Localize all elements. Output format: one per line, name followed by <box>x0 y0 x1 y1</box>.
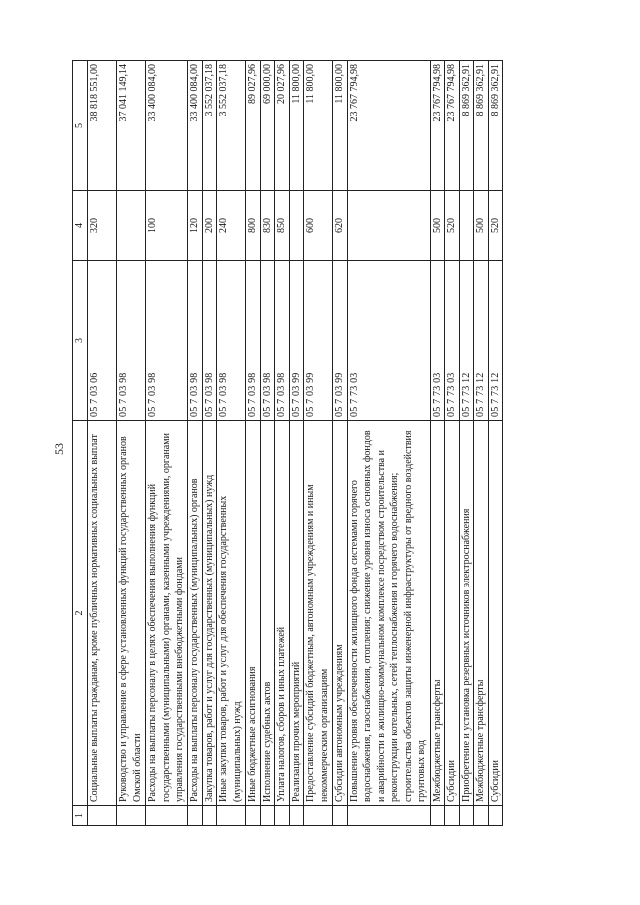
row-name-cell: Субсидии <box>445 421 460 806</box>
row-code-cell: 05 7 03 98 <box>260 261 275 421</box>
row-number-cell <box>459 806 474 826</box>
row-number-cell <box>202 806 217 826</box>
row-amount-cell: 3 552 037,18 <box>217 61 246 191</box>
row-name-cell: Предоставление субсидий бюджетным, автономным учреждениям и иным некоммерческим организациям <box>304 421 333 806</box>
row-code-cell: 05 7 03 98 <box>275 261 290 421</box>
row-code-cell: 05 7 73 03 <box>430 261 445 421</box>
row-vr-cell <box>459 191 474 261</box>
row-amount-cell: 69 000,00 <box>260 61 275 191</box>
row-number-cell <box>289 806 304 826</box>
row-vr-cell: 500 <box>430 191 445 261</box>
table-row <box>304 61 333 826</box>
row-amount-cell: 11 800,00 <box>289 61 304 191</box>
row-number-cell <box>246 806 261 826</box>
row-vr-cell: 850 <box>275 191 290 261</box>
row-name-cell: Социальные выплаты гражданам, кроме публичных нормативных социальных выплат <box>88 421 117 806</box>
row-code-cell: 05 7 03 99 <box>289 261 304 421</box>
row-code-cell: 05 7 73 12 <box>474 261 489 421</box>
row-code-cell: 05 7 73 12 <box>459 261 474 421</box>
header-col-4: 4 <box>73 191 88 261</box>
row-vr-cell: 240 <box>217 191 246 261</box>
header-col-2: 2 <box>73 421 88 806</box>
row-amount-cell: 23 767 794,98 <box>347 61 430 191</box>
row-number-cell <box>445 806 460 826</box>
row-number-cell <box>304 806 333 826</box>
row-amount-cell: 8 869 362,91 <box>459 61 474 191</box>
row-name-cell: Повышение уровня обеспеченности жилищного фонда системами горячего водоснабжения, газоснабжения, отопления; снижение уровня износа основных фондов и аварийности в жилищно-коммунальном комплексе посредством строительства и реконструкции котельных, сетей теплоснабжения и горячего водоснабжения; строительства объектов защиты инженерной инфраструктуры от вредного воздействия грунтовых вод <box>347 421 430 806</box>
row-code-cell: 05 7 03 98 <box>146 261 188 421</box>
row-number-cell <box>488 806 503 826</box>
table-row <box>202 61 217 826</box>
row-vr-cell: 600 <box>304 191 333 261</box>
row-number-cell <box>275 806 290 826</box>
row-amount-cell: 8 869 362,91 <box>488 61 503 191</box>
row-vr-cell: 620 <box>333 191 348 261</box>
table-row <box>474 61 489 826</box>
row-name-cell: Реализация прочих мероприятий <box>289 421 304 806</box>
row-amount-cell: 11 800,00 <box>333 61 348 191</box>
row-amount-cell: 11 800,00 <box>304 61 333 191</box>
row-code-cell: 05 7 03 98 <box>117 261 146 421</box>
row-code-cell: 05 7 03 06 <box>88 261 117 421</box>
row-number-cell <box>117 806 146 826</box>
row-number-cell <box>88 806 117 826</box>
row-amount-cell: 23 767 794,98 <box>445 61 460 191</box>
table-row <box>347 61 430 826</box>
row-name-cell: Межбюджетные трансферты <box>474 421 489 806</box>
row-number-cell <box>146 806 188 826</box>
row-name-cell: Исполнение судебных актов <box>260 421 275 806</box>
table-row <box>445 61 460 826</box>
row-vr-cell: 500 <box>474 191 489 261</box>
table-row <box>88 61 117 826</box>
row-amount-cell: 33 400 084,00 <box>188 61 203 191</box>
row-number-cell <box>188 806 203 826</box>
row-vr-cell: 800 <box>246 191 261 261</box>
row-amount-cell: 8 869 362,91 <box>474 61 489 191</box>
row-name-cell: Уплата налогов, сборов и иных платежей <box>275 421 290 806</box>
row-name-cell: Расходы на выплаты персоналу в целях обеспечения выполнения функций государственными (муниципальными) органами, казенными учреждениями, органами управления государственными внебюджетными фондами <box>146 421 188 806</box>
row-name-cell: Руководство и управление в сфере установленных функций государственных органов Омской области <box>117 421 146 806</box>
row-number-cell <box>260 806 275 826</box>
row-number-cell <box>347 806 430 826</box>
row-name-cell: Субсидии автономным учреждениям <box>333 421 348 806</box>
row-amount-cell: 89 027,96 <box>246 61 261 191</box>
row-amount-cell: 3 552 037,18 <box>202 61 217 191</box>
row-amount-cell: 20 027,96 <box>275 61 290 191</box>
row-code-cell: 05 7 03 98 <box>188 261 203 421</box>
row-code-cell: 05 7 03 98 <box>202 261 217 421</box>
row-name-cell: Иные бюджетные ассигнования <box>246 421 261 806</box>
header-col-3: 3 <box>73 261 88 421</box>
table-row <box>289 61 304 826</box>
row-name-cell: Приобретение и установка резервных источников электроснабжения <box>459 421 474 806</box>
row-number-cell <box>217 806 246 826</box>
row-amount-cell: 23 767 794,98 <box>430 61 445 191</box>
table-row <box>146 61 188 826</box>
row-vr-cell: 520 <box>445 191 460 261</box>
row-number-cell <box>474 806 489 826</box>
row-number-cell <box>333 806 348 826</box>
row-name-cell: Иные закупки товаров, работ и услуг для обеспечения государственных (муниципальных) нужд <box>217 421 246 806</box>
table-row <box>333 61 348 826</box>
row-vr-cell <box>117 191 146 261</box>
table-row <box>188 61 203 826</box>
row-amount-cell: 33 400 084,00 <box>146 61 188 191</box>
row-amount-cell: 37 041 149,14 <box>117 61 146 191</box>
row-vr-cell: 320 <box>88 191 117 261</box>
header-col-5: 5 <box>73 61 88 191</box>
row-amount-cell: 38 818 551,00 <box>88 61 117 191</box>
row-name-cell: Межбюджетные трансферты <box>430 421 445 806</box>
row-code-cell: 05 7 03 99 <box>333 261 348 421</box>
row-code-cell: 05 7 73 12 <box>488 261 503 421</box>
table-row <box>488 61 503 826</box>
row-code-cell: 05 7 73 03 <box>347 261 430 421</box>
row-vr-cell <box>289 191 304 261</box>
row-vr-cell: 100 <box>146 191 188 261</box>
table-row <box>430 61 445 826</box>
table-row <box>246 61 261 826</box>
table-row <box>275 61 290 826</box>
row-vr-cell: 120 <box>188 191 203 261</box>
row-name-cell: Расходы на выплаты персоналу государственных (муниципальных) органов <box>188 421 203 806</box>
row-vr-cell <box>347 191 430 261</box>
row-vr-cell: 520 <box>488 191 503 261</box>
page-number: 53 <box>52 443 66 455</box>
header-col-1: 1 <box>73 806 88 826</box>
row-number-cell <box>430 806 445 826</box>
row-code-cell: 05 7 03 98 <box>217 261 246 421</box>
table-row <box>217 61 246 826</box>
row-code-cell: 05 7 73 03 <box>445 261 460 421</box>
table-row <box>459 61 474 826</box>
table-row <box>260 61 275 826</box>
row-vr-cell: 830 <box>260 191 275 261</box>
row-name-cell: Субсидии <box>488 421 503 806</box>
row-vr-cell: 200 <box>202 191 217 261</box>
row-code-cell: 05 7 03 99 <box>304 261 333 421</box>
row-name-cell: Закупка товаров, работ и услуг для государственных (муниципальных) нужд <box>202 421 217 806</box>
row-code-cell: 05 7 03 98 <box>246 261 261 421</box>
rotated-table-container <box>72 61 590 826</box>
table-row <box>117 61 146 826</box>
header-row <box>73 61 88 826</box>
budget-table <box>72 60 503 826</box>
